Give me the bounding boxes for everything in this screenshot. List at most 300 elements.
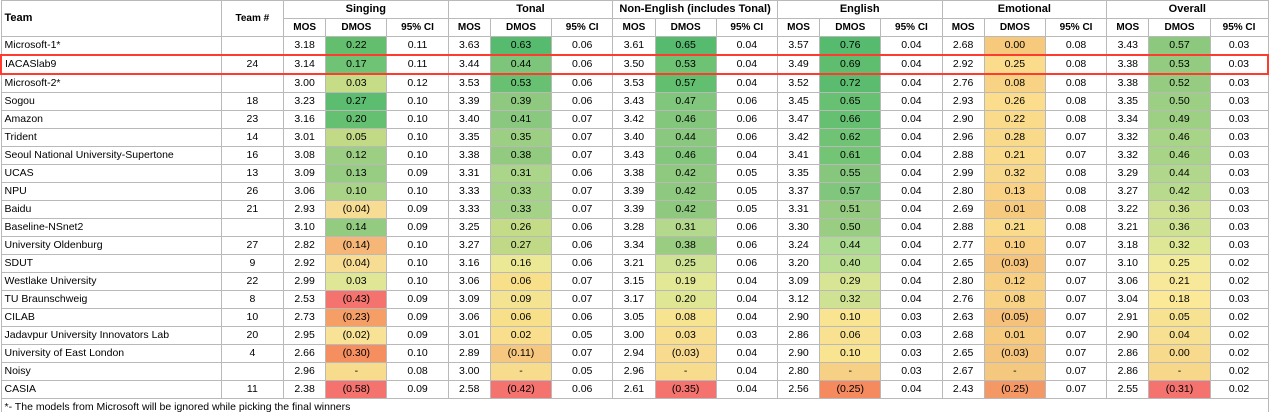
cell-dmos: 0.76 — [820, 37, 881, 56]
header-sub-dmos: DMOS — [1149, 19, 1210, 37]
cell-ci: 0.11 — [387, 55, 448, 74]
cell-team-name: Jadavpur University Innovators Lab — [1, 327, 221, 345]
table-row — [1, 74, 1268, 93]
cell-dmos: 0.42 — [655, 165, 716, 183]
cell-dmos: - — [820, 363, 881, 381]
header-sub-mos: MOS — [942, 19, 984, 37]
cell-ci: 0.04 — [716, 291, 777, 309]
cell-mos: 3.18 — [284, 37, 326, 56]
cell-dmos: 0.22 — [326, 37, 387, 56]
cell-ci: 0.07 — [1045, 237, 1106, 255]
cell-mos: 3.39 — [613, 183, 655, 201]
cell-dmos: 0.25 — [1149, 255, 1210, 273]
cell-dmos: (0.35) — [655, 381, 716, 399]
cell-ci: 0.07 — [1045, 381, 1106, 399]
cell-ci: 0.08 — [1045, 183, 1106, 201]
table-row — [1, 327, 1268, 345]
cell-dmos: 0.47 — [655, 93, 716, 111]
cell-mos: 3.35 — [448, 129, 490, 147]
cell-dmos: 0.17 — [326, 55, 387, 74]
cell-mos: 3.04 — [1107, 291, 1149, 309]
cell-dmos: 0.32 — [820, 291, 881, 309]
header-sub-mos: MOS — [1107, 19, 1149, 37]
header-sub-mos: MOS — [613, 19, 655, 37]
table-row — [1, 291, 1268, 309]
cell-ci: 0.10 — [387, 255, 448, 273]
cell-dmos: 0.03 — [326, 273, 387, 291]
cell-mos: 3.32 — [1107, 129, 1149, 147]
cell-ci: 0.09 — [387, 219, 448, 237]
cell-mos: 2.38 — [284, 381, 326, 399]
table-row — [1, 309, 1268, 327]
cell-ci: 0.07 — [552, 183, 613, 201]
cell-team-name: Microsoft-2* — [1, 74, 221, 93]
cell-team-number — [221, 74, 283, 93]
cell-ci: 0.08 — [1045, 55, 1106, 74]
cell-mos: 3.49 — [777, 55, 819, 74]
cell-team-number: 10 — [221, 309, 283, 327]
cell-ci: 0.03 — [1210, 93, 1268, 111]
cell-team-name: Baseline-NSnet2 — [1, 219, 221, 237]
cell-team-name: CILAB — [1, 309, 221, 327]
cell-dmos: (0.31) — [1149, 381, 1210, 399]
cell-dmos: 0.40 — [820, 255, 881, 273]
cell-mos: 3.40 — [613, 129, 655, 147]
cell-ci: 0.06 — [552, 255, 613, 273]
cell-team-number: 8 — [221, 291, 283, 309]
cell-ci: 0.04 — [716, 37, 777, 56]
header-sub-mos: MOS — [284, 19, 326, 37]
cell-mos: 3.06 — [284, 183, 326, 201]
cell-dmos: 0.52 — [1149, 74, 1210, 93]
cell-dmos: (0.04) — [326, 255, 387, 273]
cell-ci: 0.04 — [881, 219, 942, 237]
cell-team-number: 20 — [221, 327, 283, 345]
cell-team-number: 16 — [221, 147, 283, 165]
cell-mos: 3.27 — [1107, 183, 1149, 201]
cell-dmos: 0.03 — [655, 327, 716, 345]
cell-ci: 0.07 — [552, 147, 613, 165]
cell-ci: 0.06 — [716, 111, 777, 129]
cell-mos: 3.42 — [777, 129, 819, 147]
cell-mos: 3.01 — [284, 129, 326, 147]
cell-mos: 2.80 — [942, 273, 984, 291]
cell-dmos: 0.65 — [655, 37, 716, 56]
cell-ci: 0.04 — [881, 165, 942, 183]
cell-dmos: 0.12 — [984, 273, 1045, 291]
cell-dmos: 0.42 — [1149, 183, 1210, 201]
header-group-overall: Overall — [1107, 1, 1268, 19]
cell-ci: 0.08 — [1045, 165, 1106, 183]
cell-mos: 3.00 — [613, 327, 655, 345]
cell-mos: 2.96 — [284, 363, 326, 381]
cell-ci: 0.04 — [881, 273, 942, 291]
header-team: Team — [1, 1, 221, 37]
cell-mos: 3.30 — [777, 219, 819, 237]
cell-dmos: 0.55 — [820, 165, 881, 183]
cell-mos: 2.67 — [942, 363, 984, 381]
table-row — [1, 93, 1268, 111]
cell-mos: 3.23 — [284, 93, 326, 111]
cell-dmos: 0.08 — [984, 74, 1045, 93]
cell-dmos: 0.22 — [984, 111, 1045, 129]
cell-mos: 3.35 — [1107, 93, 1149, 111]
cell-mos: 3.43 — [1107, 37, 1149, 56]
cell-dmos: 0.26 — [490, 219, 551, 237]
cell-mos: 3.41 — [777, 147, 819, 165]
cell-ci: 0.07 — [552, 129, 613, 147]
cell-dmos: 0.51 — [820, 201, 881, 219]
cell-mos: 3.21 — [1107, 219, 1149, 237]
cell-team-name: University Oldenburg — [1, 237, 221, 255]
cell-mos: 3.09 — [448, 291, 490, 309]
cell-ci: 0.07 — [1045, 291, 1106, 309]
cell-mos: 3.05 — [613, 309, 655, 327]
table-row — [1, 273, 1268, 291]
cell-team-name: Trident — [1, 129, 221, 147]
cell-dmos: 0.57 — [820, 183, 881, 201]
cell-ci: 0.05 — [716, 201, 777, 219]
cell-dmos: 0.02 — [490, 327, 551, 345]
cell-ci: 0.06 — [552, 381, 613, 399]
cell-dmos: (0.11) — [490, 345, 551, 363]
cell-dmos: 0.10 — [820, 309, 881, 327]
cell-ci: 0.03 — [1210, 55, 1268, 74]
header-sub-dmos: DMOS — [820, 19, 881, 37]
cell-ci: 0.07 — [1045, 147, 1106, 165]
cell-ci: 0.07 — [1045, 327, 1106, 345]
cell-mos: 2.76 — [942, 74, 984, 93]
table-row — [1, 129, 1268, 147]
cell-mos: 2.65 — [942, 345, 984, 363]
cell-ci: 0.02 — [1210, 309, 1268, 327]
cell-ci: 0.10 — [387, 93, 448, 111]
cell-ci: 0.06 — [552, 55, 613, 74]
table-row — [1, 201, 1268, 219]
cell-ci: 0.03 — [1210, 111, 1268, 129]
cell-mos: 3.15 — [613, 273, 655, 291]
table-row — [1, 219, 1268, 237]
cell-ci: 0.05 — [552, 327, 613, 345]
cell-dmos: 0.25 — [655, 255, 716, 273]
cell-dmos: 0.28 — [984, 129, 1045, 147]
cell-dmos: 0.49 — [1149, 111, 1210, 129]
cell-ci: 0.04 — [881, 147, 942, 165]
header-team-number: Team # — [221, 1, 283, 37]
cell-ci: 0.10 — [387, 129, 448, 147]
cell-ci: 0.11 — [387, 37, 448, 56]
header-sub-mos: MOS — [448, 19, 490, 37]
cell-ci: 0.05 — [716, 165, 777, 183]
header-sub-95-ci: 95% CI — [387, 19, 448, 37]
cell-dmos: 0.44 — [820, 237, 881, 255]
cell-dmos: 0.21 — [984, 219, 1045, 237]
cell-mos: 3.21 — [613, 255, 655, 273]
cell-team-number — [221, 37, 283, 56]
cell-dmos: 0.46 — [655, 111, 716, 129]
cell-mos: 3.09 — [777, 273, 819, 291]
cell-ci: 0.08 — [1045, 201, 1106, 219]
cell-team-name: NPU — [1, 183, 221, 201]
cell-dmos: 0.03 — [326, 74, 387, 93]
table-row — [1, 345, 1268, 363]
header-group-non-english: Non-English (includes Tonal) — [613, 1, 778, 19]
cell-dmos: 0.57 — [655, 74, 716, 93]
header-sub-95-ci: 95% CI — [1210, 19, 1268, 37]
cell-dmos: 0.36 — [1149, 219, 1210, 237]
cell-dmos: 0.38 — [655, 237, 716, 255]
cell-dmos: 0.06 — [820, 327, 881, 345]
cell-mos: 3.10 — [284, 219, 326, 237]
cell-dmos: 0.08 — [984, 291, 1045, 309]
cell-mos: 3.61 — [613, 37, 655, 56]
cell-ci: 0.04 — [881, 183, 942, 201]
cell-ci: 0.08 — [1045, 93, 1106, 111]
cell-ci: 0.07 — [1045, 345, 1106, 363]
cell-mos: 3.16 — [284, 111, 326, 129]
cell-dmos: - — [1149, 363, 1210, 381]
cell-ci: 0.03 — [1210, 129, 1268, 147]
cell-ci: 0.02 — [1210, 345, 1268, 363]
cell-ci: 0.08 — [387, 363, 448, 381]
cell-team-number: 18 — [221, 93, 283, 111]
footnote-text: *- The models from Microsoft will be ignored while picking the final winners — [1, 399, 1268, 412]
cell-ci: 0.04 — [881, 55, 942, 74]
cell-dmos: 0.10 — [984, 237, 1045, 255]
cell-ci: 0.04 — [716, 309, 777, 327]
cell-ci: 0.03 — [881, 327, 942, 345]
cell-dmos: 0.01 — [984, 201, 1045, 219]
header-sub-95-ci: 95% CI — [552, 19, 613, 37]
cell-dmos: 0.29 — [820, 273, 881, 291]
table-row — [1, 363, 1268, 381]
cell-dmos: 0.36 — [1149, 201, 1210, 219]
cell-team-number: 26 — [221, 183, 283, 201]
cell-ci: 0.04 — [881, 111, 942, 129]
cell-ci: 0.10 — [387, 345, 448, 363]
cell-ci: 0.04 — [881, 291, 942, 309]
cell-mos: 3.38 — [1107, 74, 1149, 93]
table-row — [1, 237, 1268, 255]
cell-dmos: (0.05) — [984, 309, 1045, 327]
table-row — [1, 37, 1268, 56]
cell-mos: 2.96 — [613, 363, 655, 381]
cell-mos: 2.89 — [448, 345, 490, 363]
cell-mos: 2.95 — [284, 327, 326, 345]
cell-mos: 3.28 — [613, 219, 655, 237]
cell-team-number — [221, 219, 283, 237]
cell-dmos: 0.57 — [1149, 37, 1210, 56]
cell-dmos: (0.25) — [984, 381, 1045, 399]
cell-mos: 3.06 — [448, 273, 490, 291]
cell-team-number — [221, 363, 283, 381]
cell-ci: 0.03 — [1210, 219, 1268, 237]
cell-ci: 0.06 — [552, 165, 613, 183]
cell-ci: 0.08 — [1045, 111, 1106, 129]
cell-dmos: 0.06 — [490, 309, 551, 327]
cell-dmos: (0.03) — [984, 345, 1045, 363]
cell-dmos: 0.39 — [490, 93, 551, 111]
cell-mos: 2.43 — [942, 381, 984, 399]
cell-mos: 2.90 — [942, 111, 984, 129]
cell-dmos: 0.31 — [490, 165, 551, 183]
cell-dmos: 0.62 — [820, 129, 881, 147]
cell-mos: 2.86 — [777, 327, 819, 345]
cell-dmos: 0.13 — [984, 183, 1045, 201]
cell-ci: 0.03 — [1210, 201, 1268, 219]
cell-mos: 2.88 — [942, 147, 984, 165]
cell-ci: 0.04 — [881, 237, 942, 255]
cell-dmos: 0.32 — [1149, 237, 1210, 255]
cell-ci: 0.04 — [881, 201, 942, 219]
cell-dmos: 0.41 — [490, 111, 551, 129]
cell-mos: 2.73 — [284, 309, 326, 327]
cell-dmos: 0.14 — [326, 219, 387, 237]
cell-mos: 3.06 — [1107, 273, 1149, 291]
cell-dmos: 0.20 — [655, 291, 716, 309]
cell-mos: 3.47 — [777, 111, 819, 129]
cell-dmos: 0.72 — [820, 74, 881, 93]
table-row — [1, 183, 1268, 201]
cell-ci: 0.03 — [1210, 37, 1268, 56]
cell-ci: 0.03 — [1210, 74, 1268, 93]
cell-dmos: 0.33 — [490, 201, 551, 219]
cell-dmos: 0.10 — [820, 345, 881, 363]
header-sub-dmos: DMOS — [984, 19, 1045, 37]
cell-ci: 0.06 — [716, 129, 777, 147]
cell-mos: 3.50 — [613, 55, 655, 74]
cell-ci: 0.09 — [387, 309, 448, 327]
cell-mos: 3.38 — [448, 147, 490, 165]
cell-dmos: 0.44 — [490, 55, 551, 74]
cell-mos: 3.24 — [777, 237, 819, 255]
cell-team-name: Sogou — [1, 93, 221, 111]
cell-ci: 0.06 — [716, 237, 777, 255]
cell-mos: 3.43 — [613, 93, 655, 111]
cell-dmos: 0.25 — [984, 55, 1045, 74]
cell-dmos: 0.01 — [984, 327, 1045, 345]
cell-mos: 3.20 — [777, 255, 819, 273]
cell-dmos: (0.02) — [326, 327, 387, 345]
cell-mos: 2.86 — [1107, 363, 1149, 381]
cell-ci: 0.07 — [552, 273, 613, 291]
cell-dmos: (0.43) — [326, 291, 387, 309]
cell-team-number: 23 — [221, 111, 283, 129]
cell-mos: 2.90 — [777, 309, 819, 327]
cell-dmos: (0.03) — [984, 255, 1045, 273]
cell-mos: 3.44 — [448, 55, 490, 74]
cell-mos: 2.63 — [942, 309, 984, 327]
cell-dmos: 0.46 — [655, 147, 716, 165]
cell-ci: 0.04 — [716, 363, 777, 381]
header-sub-95-ci: 95% CI — [881, 19, 942, 37]
cell-ci: 0.05 — [552, 363, 613, 381]
cell-mos: 3.12 — [777, 291, 819, 309]
cell-ci: 0.02 — [1210, 255, 1268, 273]
cell-dmos: - — [984, 363, 1045, 381]
cell-ci: 0.06 — [552, 37, 613, 56]
cell-mos: 3.39 — [448, 93, 490, 111]
cell-dmos: 0.42 — [655, 183, 716, 201]
cell-ci: 0.04 — [881, 74, 942, 93]
cell-mos: 3.38 — [1107, 55, 1149, 74]
cell-team-number: 27 — [221, 237, 283, 255]
cell-team-name: UCAS — [1, 165, 221, 183]
cell-ci: 0.02 — [1210, 381, 1268, 399]
cell-mos: 3.45 — [777, 93, 819, 111]
cell-ci: 0.02 — [1210, 327, 1268, 345]
cell-mos: 3.17 — [613, 291, 655, 309]
cell-team-name: Baidu — [1, 201, 221, 219]
cell-dmos: 0.46 — [1149, 147, 1210, 165]
cell-mos: 2.53 — [284, 291, 326, 309]
header-group-singing: Singing — [284, 1, 449, 19]
cell-dmos: 0.32 — [984, 165, 1045, 183]
cell-mos: 3.29 — [1107, 165, 1149, 183]
cell-mos: 3.09 — [284, 165, 326, 183]
cell-dmos: 0.69 — [820, 55, 881, 74]
cell-ci: 0.03 — [1210, 165, 1268, 183]
cell-dmos: 0.13 — [326, 165, 387, 183]
cell-mos: 2.66 — [284, 345, 326, 363]
cell-ci: 0.06 — [716, 93, 777, 111]
cell-mos: 3.53 — [613, 74, 655, 93]
cell-ci: 0.10 — [387, 273, 448, 291]
cell-dmos: (0.04) — [326, 201, 387, 219]
cell-dmos: 0.50 — [1149, 93, 1210, 111]
cell-dmos: 0.00 — [1149, 345, 1210, 363]
cell-ci: 0.06 — [716, 255, 777, 273]
cell-ci: 0.09 — [387, 291, 448, 309]
cell-team-name: CASIA — [1, 381, 221, 399]
cell-ci: 0.09 — [387, 327, 448, 345]
cell-mos: 2.91 — [1107, 309, 1149, 327]
cell-mos: 2.86 — [1107, 345, 1149, 363]
cell-dmos: 0.42 — [655, 201, 716, 219]
cell-ci: 0.07 — [552, 345, 613, 363]
header-sub-dmos: DMOS — [655, 19, 716, 37]
cell-ci: 0.04 — [881, 93, 942, 111]
cell-ci: 0.07 — [552, 111, 613, 129]
cell-dmos: 0.27 — [490, 237, 551, 255]
cell-ci: 0.04 — [716, 345, 777, 363]
cell-team-name: SDUT — [1, 255, 221, 273]
cell-ci: 0.07 — [552, 201, 613, 219]
cell-dmos: 0.19 — [655, 273, 716, 291]
header-sub-95-ci: 95% CI — [1045, 19, 1106, 37]
cell-ci: 0.03 — [881, 309, 942, 327]
cell-dmos: - — [490, 363, 551, 381]
cell-ci: 0.05 — [716, 183, 777, 201]
cell-team-name: Noisy — [1, 363, 221, 381]
cell-mos: 3.00 — [448, 363, 490, 381]
cell-mos: 2.90 — [777, 345, 819, 363]
cell-dmos: (0.25) — [820, 381, 881, 399]
cell-team-number: 21 — [221, 201, 283, 219]
cell-mos: 2.76 — [942, 291, 984, 309]
cell-mos: 2.68 — [942, 37, 984, 56]
cell-dmos: 0.00 — [984, 37, 1045, 56]
header-sub-95-ci: 95% CI — [716, 19, 777, 37]
cell-team-number: 9 — [221, 255, 283, 273]
table-row — [1, 147, 1268, 165]
cell-dmos: 0.26 — [984, 93, 1045, 111]
cell-dmos: 0.12 — [326, 147, 387, 165]
cell-team-number: 22 — [221, 273, 283, 291]
cell-team-number: 14 — [221, 129, 283, 147]
cell-dmos: 0.31 — [655, 219, 716, 237]
cell-team-name: Westlake University — [1, 273, 221, 291]
